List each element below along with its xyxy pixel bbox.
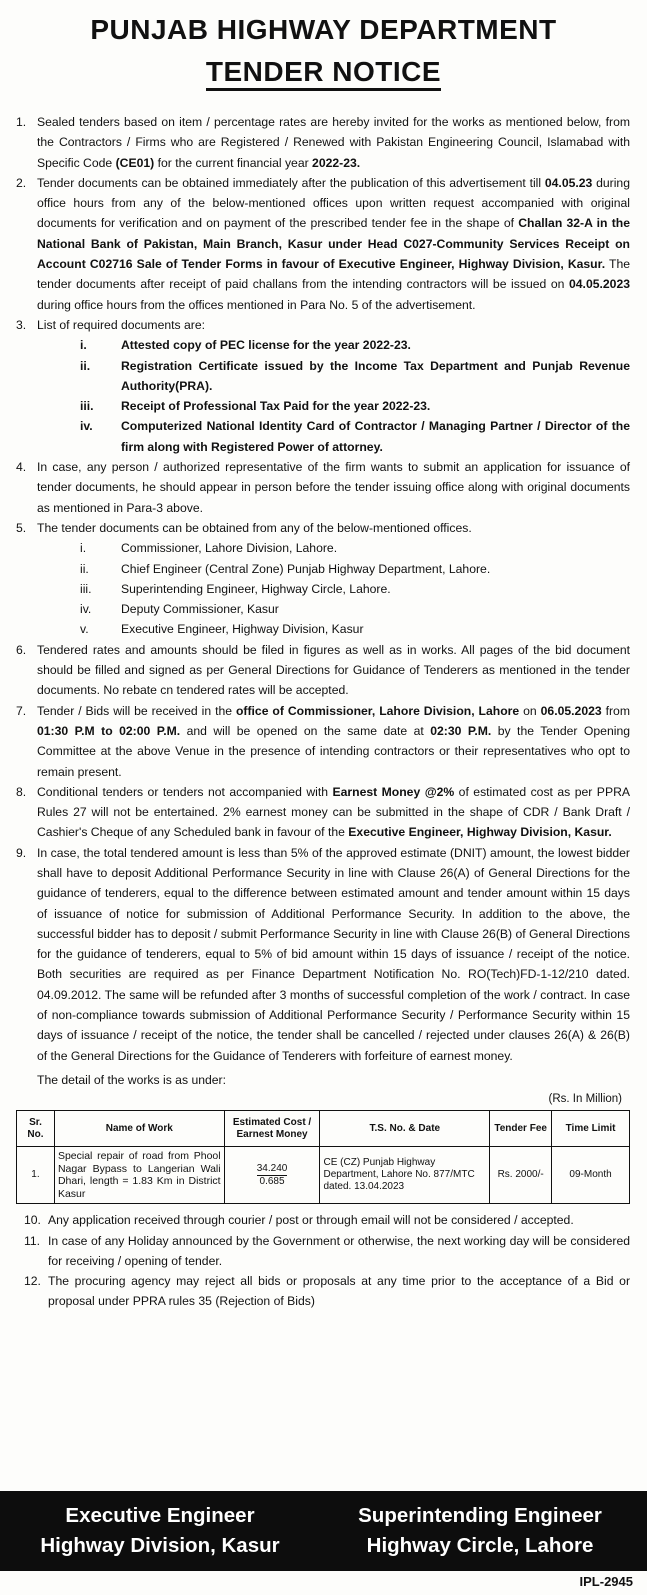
header-sr: Sr. No.	[17, 1111, 55, 1147]
cell-time: 09-Month	[552, 1147, 630, 1204]
roman-numeral: ii.	[80, 561, 89, 576]
works-table	[16, 1110, 630, 1204]
p2-date2: 04.05.2023	[569, 277, 630, 292]
p7-time2: 02:30 P.M.	[430, 723, 492, 738]
header-fee: Tender Fee	[490, 1111, 552, 1147]
estimated-cost: 34.240	[256, 1162, 288, 1174]
paragraph-number: 6.	[16, 642, 27, 657]
p7-text-a: Tender / Bids will be received in the	[37, 703, 236, 718]
office-text: Executive Engineer, Highway Division, Kasur	[121, 622, 364, 637]
roman-numeral: iv.	[80, 419, 93, 434]
office-text: Deputy Commissioner, Kasur	[121, 602, 279, 617]
header-time: Time Limit	[552, 1111, 630, 1147]
cell-fee: Rs. 2000/-	[490, 1147, 552, 1204]
paragraph-4	[16, 457, 630, 518]
department-title: PUNJAB HIGHWAY DEPARTMENT	[90, 14, 557, 45]
earnest-money: 0.685	[259, 1175, 285, 1187]
superintending-engineer-title: Superintending Engineer	[358, 1504, 602, 1527]
paragraph-number: 2.	[16, 175, 27, 190]
executive-engineer-title: Executive Engineer	[65, 1504, 255, 1527]
paragraph-number: 10.	[24, 1213, 41, 1228]
p2-challan: Challan 32-A in the National Bank of Pakistan, Main Branch, Kasur under Head C027-Community Services Receipt on Account C02716 Sale of Tender Forms in favour of Executive Engineer, Highway Division, Kasur.	[37, 216, 630, 272]
roman-numeral: i.	[80, 541, 87, 556]
office-item	[16, 619, 630, 639]
p9-text: In case, the total tendered amount is less than 5% of the approved estimate (DNIT) amount, the lowest bidder shall have to deposit Additional Performance Security in line with Clause 26(A) of General Directions for the guidance of tenderers, equal to the difference between estimated amount and tender amount within 15 days of issuance of notice for submission of Additional Performance Security. In addition to the above, the successful bidder has to deposit / submit Performance Security in line with Clause 26(B) of General Directions for the guidance of tenderers, equal to 5% of bid amount within 15 days of issuance / receipt of the notice. Both securities are required as per Finance Department Notification No. RO(Tech)FD-1-12/210 dated. 04.09.2012. The same will be refunded after 3 months of successful completion of the work / contract. In case of non-compliance towards submission of Additional Performance Security / Performance Security within 15 days of issuance / receipt of the notice, the tender shall be cancelled / rejected under clauses 26(A) & 26(B) of the General Directions for the Guidance of Tenderers with forfeiture of earnest money.	[37, 845, 630, 1063]
office-item	[16, 538, 630, 558]
superintending-engineer-office: Highway Circle, Lahore	[366, 1534, 594, 1557]
p6-text: Tendered rates and amounts should be filed in figures as well as in works. All pages of the bid document should be filled and signed as per General Directions for Guidance of Tenderers as mentioned in the tender documents. No rebate cn tendered rates will be accepted.	[37, 642, 630, 698]
cell-ts: CE (CZ) Punjab Highway Department, Lahore No. 877/MTC dated. 13.04.2023	[320, 1147, 490, 1204]
roman-numeral: iii.	[80, 581, 92, 596]
p1-text-b: for the current financial year	[154, 155, 313, 170]
notice-title	[0, 56, 647, 88]
p4-text: In case, any person / authorized representative of the firm wants to submit an application for issuance of tender documents, he should appear in person before the tender issuing office along with original documents as mentioned in Para-3 above.	[37, 460, 630, 515]
p8-text-a: Conditional tenders or tenders not accompanied with	[37, 784, 333, 799]
ipl-reference: IPL-2945	[579, 1574, 633, 1589]
p7-office: office of Commissioner, Lahore Division, Lahore	[235, 703, 520, 718]
paragraph-number: 4.	[16, 460, 27, 475]
p7-text-e: by the Tender Opening Committee at the above Venue in the presence of intending contractors or their representatives who opt to remain present.	[37, 723, 630, 779]
p1-code: (CE01)	[115, 155, 155, 170]
p7-text-d: and will be opened on the same date at	[180, 723, 431, 738]
p1-year: 2022-23.	[312, 155, 361, 170]
closing-paragraphs	[16, 1210, 630, 1311]
paragraph-number: 3.	[16, 317, 27, 332]
paragraph-number: 8.	[16, 784, 27, 799]
office-text: Chief Engineer (Central Zone) Punjab Highway Department, Lahore.	[121, 561, 491, 576]
currency-unit: (Rs. In Million)	[548, 1093, 622, 1106]
p7-text-c: from	[601, 703, 630, 718]
paragraph-10	[16, 1210, 630, 1230]
paragraph-number: 11.	[24, 1233, 41, 1248]
required-doc-text: Registration Certificate issued by the Income Tax Department and Punjab Revenue Authority(PRA).	[121, 358, 630, 393]
cell-sr: 1.	[17, 1147, 55, 1204]
paragraph-8	[16, 782, 630, 843]
p2-date1: 04.05.23	[544, 175, 593, 190]
paragraph-7	[16, 701, 630, 782]
office-text: Superintending Engineer, Highway Circle, Lahore.	[121, 581, 391, 596]
p8-engineer: Executive Engineer, Highway Division, Kasur.	[348, 825, 612, 840]
office-item	[16, 599, 630, 619]
signature-footer	[0, 1491, 647, 1571]
paragraph-6	[16, 640, 630, 701]
paragraph-11	[16, 1231, 630, 1272]
paragraph-1	[16, 112, 630, 173]
paragraph-2	[16, 173, 630, 315]
p2-text-c: The tender documents after receipt of paid challans from the intending contractors will be issued on	[37, 257, 630, 292]
header-name: Name of Work	[54, 1111, 224, 1147]
required-doc-text: Receipt of Professional Tax Paid for the year 2022-23.	[121, 399, 431, 414]
roman-numeral: iii.	[80, 399, 94, 414]
paragraph-12	[16, 1271, 630, 1312]
header-cost: Estimated Cost / Earnest Money	[224, 1111, 320, 1147]
paragraph-9	[16, 843, 630, 1066]
p7-text-b: on	[519, 703, 541, 718]
required-doc-item	[16, 416, 630, 457]
superintending-engineer-block	[330, 1501, 630, 1561]
cell-cost	[224, 1147, 320, 1204]
required-doc-item	[16, 396, 630, 416]
p11-text: In case of any Holiday announced by the Government or otherwise, the next working day will be considered for receiving / opening of tender.	[48, 1233, 630, 1268]
executive-engineer-block	[10, 1501, 310, 1561]
office-text: Commissioner, Lahore Division, Lahore.	[121, 541, 338, 556]
notice-body	[16, 112, 630, 1312]
table-row	[17, 1147, 630, 1204]
p2-text-b: during office hours from any of the below-mentioned offices upon written request accompanied with original documents for verification and on payment of the prescribed tender fee in the shape of	[37, 175, 630, 231]
paragraph-5	[16, 518, 630, 538]
table-header-row	[17, 1111, 630, 1147]
roman-numeral: ii.	[80, 358, 91, 373]
p7-time1: 01:30 P.M to 02:00 P.M.	[37, 723, 181, 738]
p2-text-a: Tender documents can be obtained immediately after the publication of this advertisement till	[37, 175, 545, 190]
header-ts: T.S. No. & Date	[320, 1111, 490, 1147]
roman-numeral: v.	[80, 622, 89, 637]
p10-text: Any application received through courier / post or through email will not be considered / accepted.	[48, 1213, 574, 1228]
office-item	[16, 579, 630, 599]
p12-text: The procuring agency may reject all bids or proposals at any time prior to the acceptance of a Bid or proposal under PPRA rules 35 (Rejection of Bids)	[48, 1274, 630, 1309]
paragraph-number: 5.	[16, 520, 27, 535]
office-item	[16, 559, 630, 579]
required-doc-text: Attested copy of PEC license for the year 2022-23.	[121, 338, 411, 353]
paragraph-3	[16, 315, 630, 335]
paragraph-number: 9.	[16, 845, 27, 860]
cell-name: Special repair of road from Phool Nagar Bypass to Langerian Wali Dhari, length = 1.83 Km in District Kasur	[54, 1147, 224, 1204]
paragraph-number: 12.	[24, 1274, 41, 1289]
p2-text-d: during office hours from the offices mentioned in Para No. 5 of the advertisement.	[37, 297, 476, 312]
required-doc-item	[16, 356, 630, 397]
works-intro: The detail of the works is as under:	[37, 1072, 227, 1087]
p7-date: 06.05.2023	[540, 703, 602, 718]
notice-title-text: TENDER NOTICE	[206, 56, 441, 91]
paragraph-number: 7.	[16, 703, 27, 718]
roman-numeral: i.	[80, 338, 87, 353]
executive-engineer-office: Highway Division, Kasur	[40, 1534, 280, 1557]
roman-numeral: iv.	[80, 602, 92, 617]
p3-text: List of required documents are:	[37, 317, 206, 332]
p1-text-a: Sealed tenders based on item / percentage rates are hereby invited for the works as mentioned below, from the Contractors / Firms who are Registered / Renewed with Pakistan Engineering Council, Islamabad with Specific Code	[37, 115, 630, 170]
p8-text-b: of estimated cost as per PPRA Rules 27 will not be entertained. 2% earnest money can be submitted in the shape of CDR / Bank Draft / Cashier's Cheque of any Scheduled bank in favour of the	[37, 784, 630, 840]
p8-earnest: Earnest Money @2%	[332, 784, 455, 799]
p5-text: The tender documents can be obtained from any of the below-mentioned offices.	[37, 520, 472, 535]
required-doc-text: Computerized National Identity Card of Contractor / Managing Partner / Director of the firm along with Registered Power of attorney.	[121, 419, 630, 454]
paragraph-number: 1.	[16, 115, 27, 129]
required-doc-item	[16, 335, 630, 355]
